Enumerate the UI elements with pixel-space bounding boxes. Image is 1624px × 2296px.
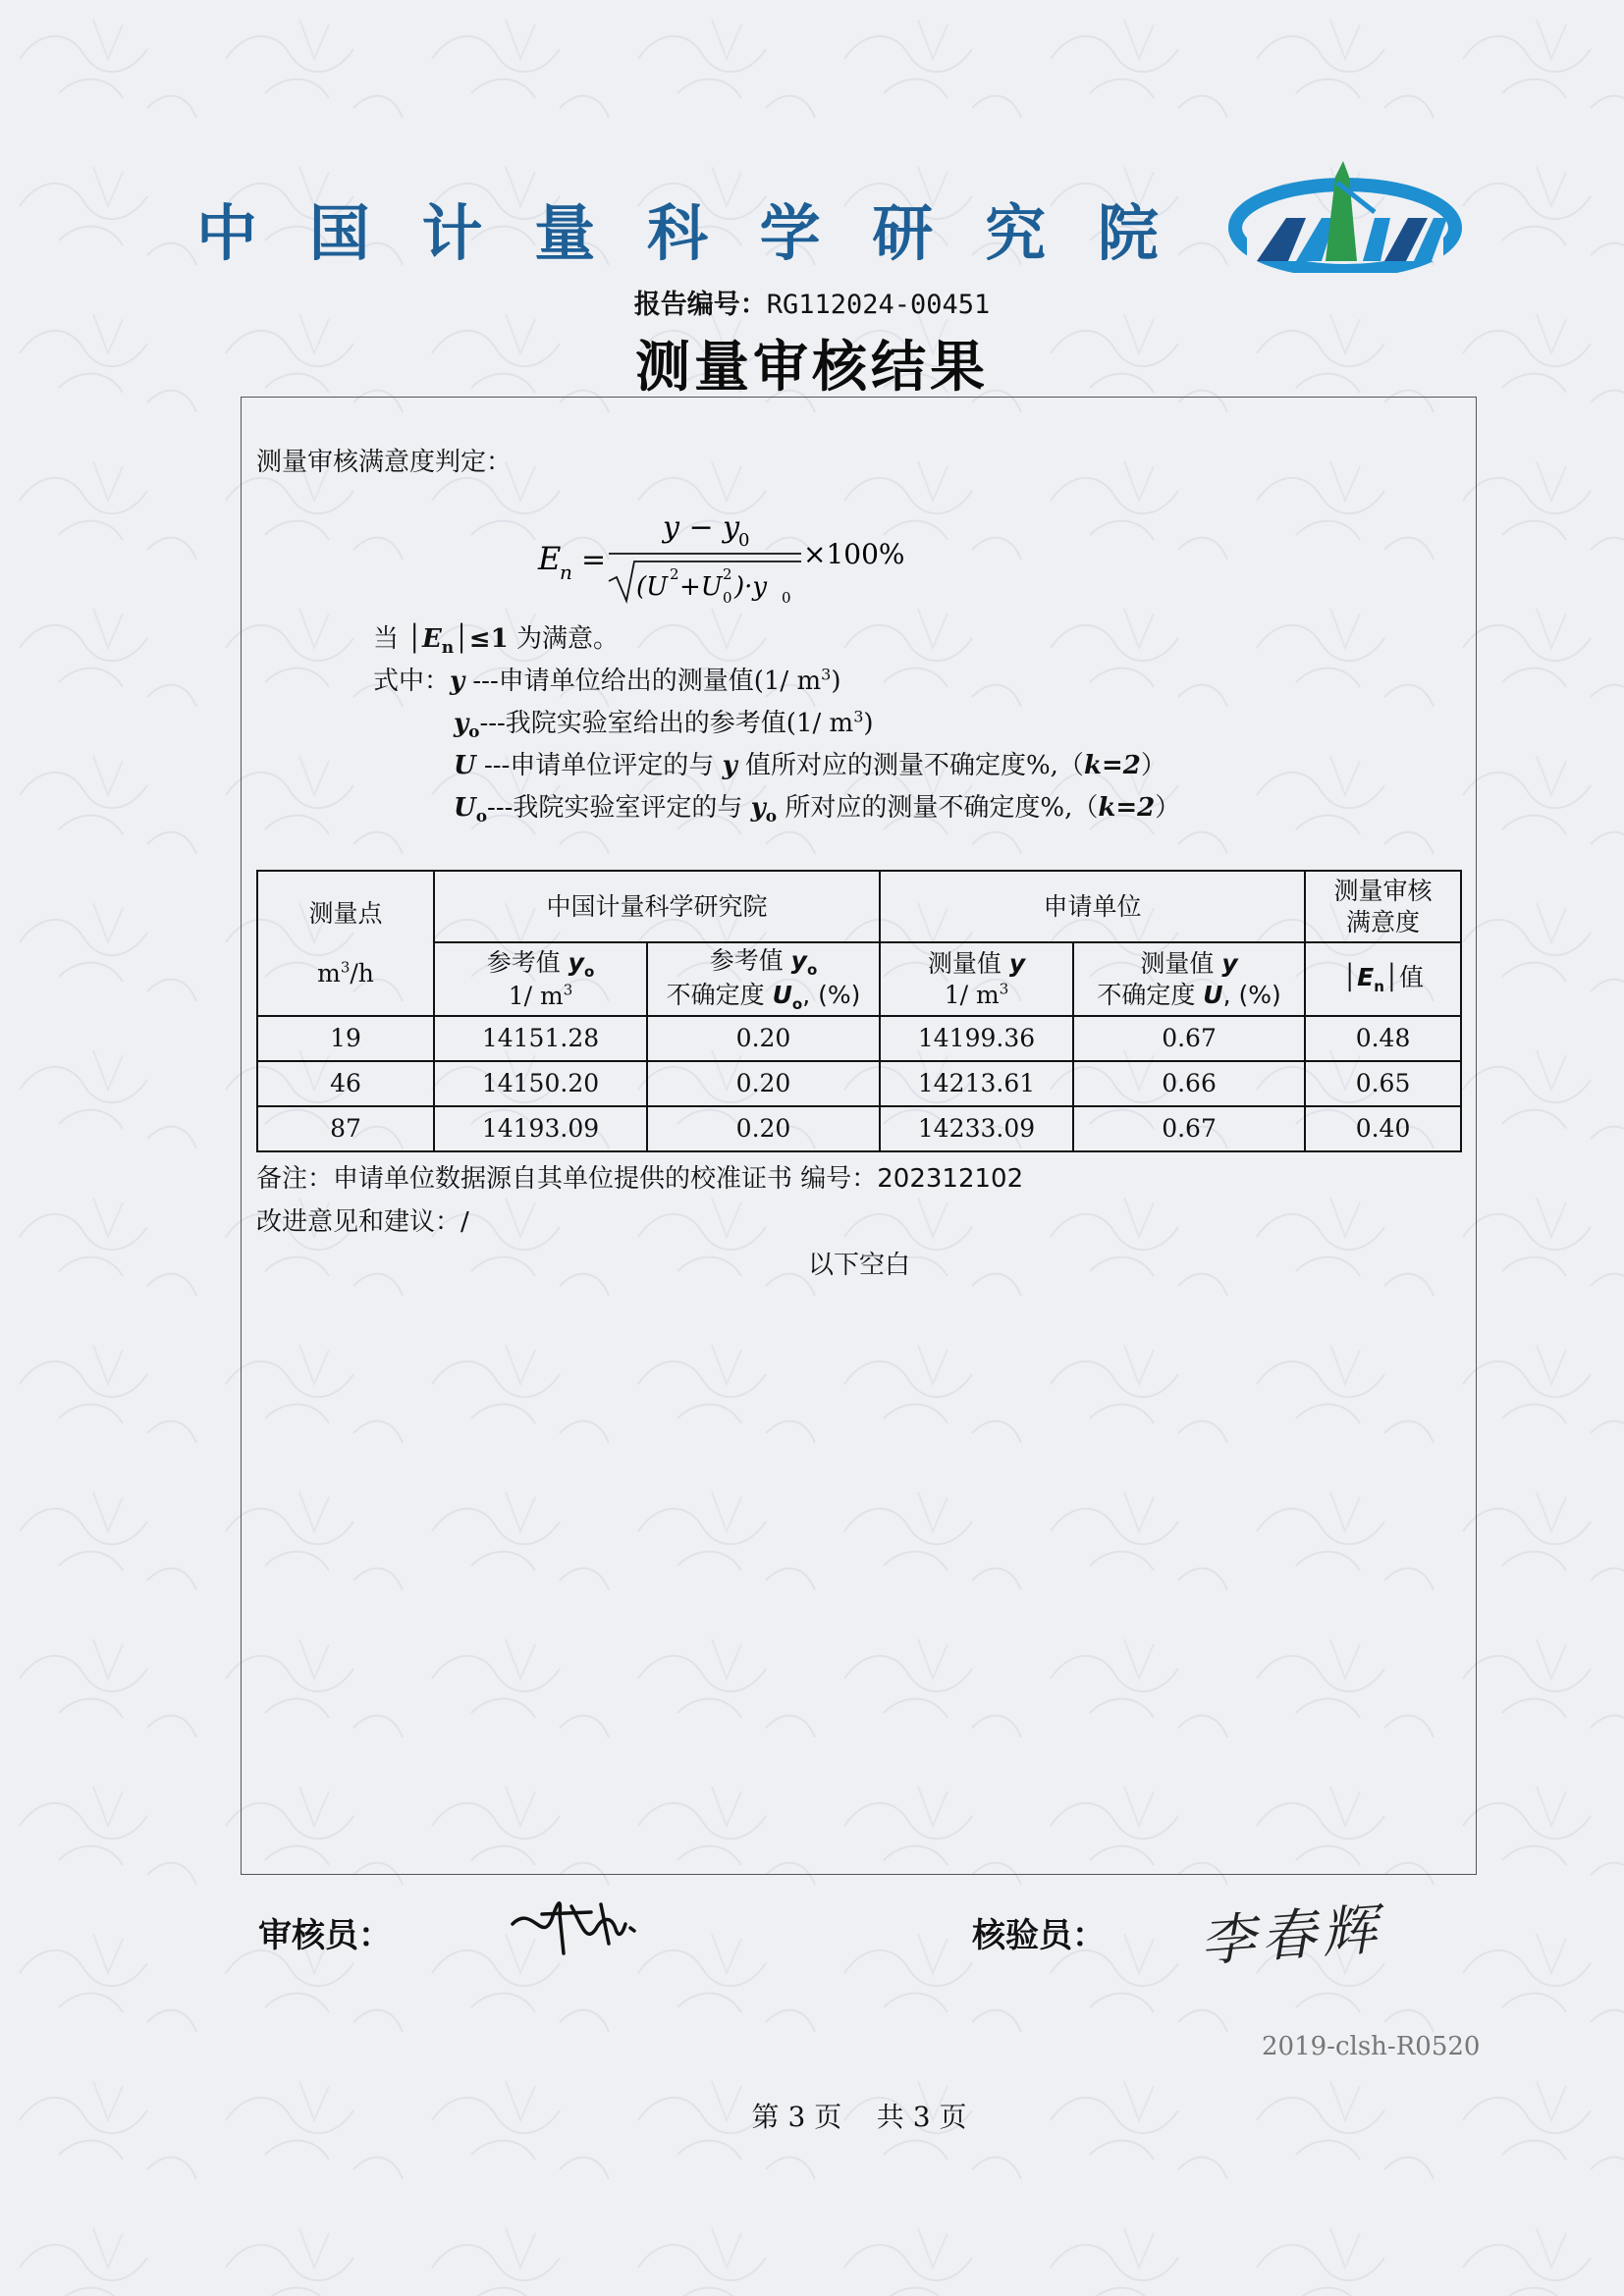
unit-m: m xyxy=(317,959,341,988)
def-tail: ） xyxy=(1140,751,1166,780)
formula-den-sq1: 2 xyxy=(670,565,679,583)
blank-below-note: 以下空白 xyxy=(807,1251,910,1280)
unit-sup: 3 xyxy=(340,958,351,977)
def-sup: 3 xyxy=(821,665,832,684)
page-mid: 页 共 xyxy=(814,2101,904,2133)
cell-en: 0.40 xyxy=(1305,1106,1461,1151)
formula-den-sq2: 2 xyxy=(723,565,732,583)
handwritten-signature-icon xyxy=(503,1885,660,1963)
header-point xyxy=(257,871,434,1016)
cell-meas-u: 0.66 xyxy=(1073,1061,1305,1106)
nim-logo-icon xyxy=(1227,157,1463,273)
header-nim: 中国计量科学研究院 xyxy=(434,871,880,942)
cell-meas: 14213.61 xyxy=(880,1061,1073,1106)
institute-char: 中 xyxy=(196,197,258,269)
institute-char: 学 xyxy=(759,197,821,269)
h-en-bar: │ xyxy=(1342,963,1358,992)
def-sup: 3 xyxy=(853,707,864,726)
h-en-tail: │值 xyxy=(1383,963,1424,992)
def-text2: 所对应的测量不确定度%,（ xyxy=(777,793,1099,823)
h-en-sub: n xyxy=(1374,978,1384,996)
def-text: ---我院实验室给出的参考值(1/ m xyxy=(479,709,854,738)
report-number-label: 报告编号： xyxy=(633,290,767,320)
h-ref-unit-sup: 3 xyxy=(563,981,573,999)
page-number xyxy=(0,2096,1624,2135)
def-row xyxy=(454,787,1180,827)
page-title: 测量审核结果 xyxy=(635,336,989,400)
header-sat-line2: 满意度 xyxy=(1346,907,1421,936)
cond-bar: │ xyxy=(454,624,469,654)
institute-char: 研 xyxy=(872,197,934,269)
results-table xyxy=(256,870,1462,1152)
h-refu-label2: 不确定度 xyxy=(666,980,773,1009)
table-subheader-row xyxy=(257,942,1461,1016)
h-ref-sym: y xyxy=(568,947,584,977)
satisfied-condition xyxy=(373,618,619,658)
header-point-unit xyxy=(258,958,433,988)
def-row xyxy=(373,661,840,697)
institute-char: 计 xyxy=(421,197,483,269)
header-sat-line1: 测量审核 xyxy=(1333,877,1433,906)
verifier-label: 核验员： xyxy=(972,1916,1106,1955)
h-meas-unit: 1/ m xyxy=(944,980,1000,1009)
def-sym: U xyxy=(454,751,476,780)
formula-den-sub2: 0 xyxy=(782,589,791,607)
header-ref-value xyxy=(434,942,647,1016)
where-label: 式中： xyxy=(373,667,451,696)
def-text2: 值所对应的测量不确定度%,（ xyxy=(736,751,1084,780)
def-k: k=2 xyxy=(1083,751,1141,780)
h-measu-sym2: U xyxy=(1203,980,1223,1009)
remark-note: 备注：申请单位数据源自其单位提供的校准证书 编号：202312102 xyxy=(256,1164,1024,1194)
header-meas-uncertainty xyxy=(1073,942,1305,1016)
reviewer-label: 审核员： xyxy=(258,1916,392,1955)
def-text: ---申请单位给出的测量值(1/ m xyxy=(464,667,822,696)
header-applicant: 申请单位 xyxy=(880,871,1305,942)
page-current: 3 xyxy=(787,2101,806,2133)
h-measu-label2: 不确定度 xyxy=(1097,980,1204,1009)
criteria-heading: 测量审核满意度判定： xyxy=(256,448,513,477)
cell-meas-u: 0.67 xyxy=(1073,1016,1305,1061)
institute-char: 国 xyxy=(308,197,370,269)
formula-lhs: E xyxy=(538,540,562,577)
formula-num-sub: 0 xyxy=(738,530,750,551)
institute-char: 院 xyxy=(1097,197,1159,269)
h-refu-sub2: o xyxy=(791,994,803,1013)
h-refu-sym: y xyxy=(790,945,807,975)
h-refu-tail: , (%) xyxy=(802,980,861,1009)
table-row xyxy=(257,1016,1461,1061)
header-point-label: 测量点 xyxy=(308,898,383,928)
institute-char: 量 xyxy=(534,197,596,269)
h-en-sym: E xyxy=(1357,963,1375,992)
header-satisfaction xyxy=(1305,871,1461,942)
cond-var: E xyxy=(421,624,442,654)
formula-lhs-sub: n xyxy=(560,561,572,584)
h-ref-unit: 1/ m xyxy=(508,982,564,1011)
institute-char: 究 xyxy=(985,197,1047,269)
page-prefix: 第 xyxy=(751,2101,780,2133)
cond-le: ≤1 xyxy=(468,624,509,654)
h-refu-label: 参考值 xyxy=(709,945,791,975)
cond-prefix: 当 xyxy=(373,624,400,654)
verifier-signature: 李春辉 xyxy=(1198,1897,1385,1975)
def-sym: y xyxy=(454,709,469,738)
form-code: 2019-clsh-R0520 xyxy=(1262,2032,1481,2061)
institute-name xyxy=(196,194,1159,273)
formula-den-close: )·y xyxy=(734,572,768,602)
def-sym2: y xyxy=(750,793,766,823)
def-tail: ) xyxy=(831,667,841,696)
cell-meas: 14199.36 xyxy=(880,1016,1073,1061)
def-tail: ) xyxy=(863,709,874,738)
def-text: ---我院实验室评定的与 xyxy=(487,793,751,823)
cell-meas-u: 0.67 xyxy=(1073,1106,1305,1151)
cell-point: 19 xyxy=(257,1016,434,1061)
page-suffix: 页 xyxy=(939,2101,967,2133)
h-meas-unit-sup: 3 xyxy=(999,980,1009,998)
cond-suffix: 为满意。 xyxy=(515,624,619,654)
def-row xyxy=(454,703,874,742)
def-sub: o xyxy=(475,807,488,828)
header-meas-value xyxy=(880,942,1073,1016)
cell-meas: 14233.09 xyxy=(880,1106,1073,1151)
h-measu-label: 测量值 xyxy=(1140,949,1222,979)
cell-ref: 14150.20 xyxy=(434,1061,647,1106)
formula-den-open: (U xyxy=(636,572,669,602)
page-total: 3 xyxy=(912,2101,931,2133)
h-meas-label: 测量值 xyxy=(927,949,1009,979)
cell-ref-u: 0.20 xyxy=(647,1016,880,1061)
formula-den-plus: +U xyxy=(679,572,723,602)
cell-en: 0.65 xyxy=(1305,1061,1461,1106)
institute-char: 科 xyxy=(646,197,708,269)
table-row xyxy=(257,1106,1461,1151)
table-header-row xyxy=(257,871,1461,942)
formula-den-sub: 0 xyxy=(723,589,732,607)
def-text: ---申请单位评定的与 xyxy=(475,751,723,780)
header-ref-uncertainty xyxy=(647,942,880,1016)
unit-tail: /h xyxy=(350,959,374,988)
h-meas-sym: y xyxy=(1008,949,1026,979)
def-sym: U xyxy=(454,793,476,823)
cond-bar: │ xyxy=(406,624,422,654)
def-sub: o xyxy=(468,722,480,743)
h-refu-sym2: U xyxy=(772,980,792,1009)
report-number-value: RG112024-00451 xyxy=(766,290,991,320)
header-en-value xyxy=(1305,942,1461,1016)
cell-ref-u: 0.20 xyxy=(647,1061,880,1106)
h-ref-sub: o xyxy=(583,962,595,981)
suggestion-note: 改进意见和建议：/ xyxy=(256,1207,469,1237)
def-k: k=2 xyxy=(1098,793,1156,823)
report-number xyxy=(0,283,1624,321)
table-row xyxy=(257,1061,1461,1106)
def-row xyxy=(454,745,1166,781)
formula-times: ×100% xyxy=(803,538,905,570)
def-sym: y xyxy=(450,667,465,696)
cell-en: 0.48 xyxy=(1305,1016,1461,1061)
cell-point: 46 xyxy=(257,1061,434,1106)
cell-point: 87 xyxy=(257,1106,434,1151)
en-formula xyxy=(530,503,923,611)
cond-sub: n xyxy=(441,638,455,659)
h-measu-tail: , (%) xyxy=(1222,980,1281,1009)
formula-eq: = xyxy=(581,543,607,577)
cell-ref: 14193.09 xyxy=(434,1106,647,1151)
cell-ref: 14151.28 xyxy=(434,1016,647,1061)
cell-ref-u: 0.20 xyxy=(647,1106,880,1151)
def-sym2: y xyxy=(722,751,737,780)
h-measu-sym: y xyxy=(1221,949,1238,979)
formula-numerator: y − y xyxy=(663,510,740,545)
h-ref-label: 参考值 xyxy=(486,947,568,977)
def-sub2: o xyxy=(765,807,778,828)
def-tail: ） xyxy=(1155,793,1181,823)
h-refu-sub: o xyxy=(806,960,818,979)
